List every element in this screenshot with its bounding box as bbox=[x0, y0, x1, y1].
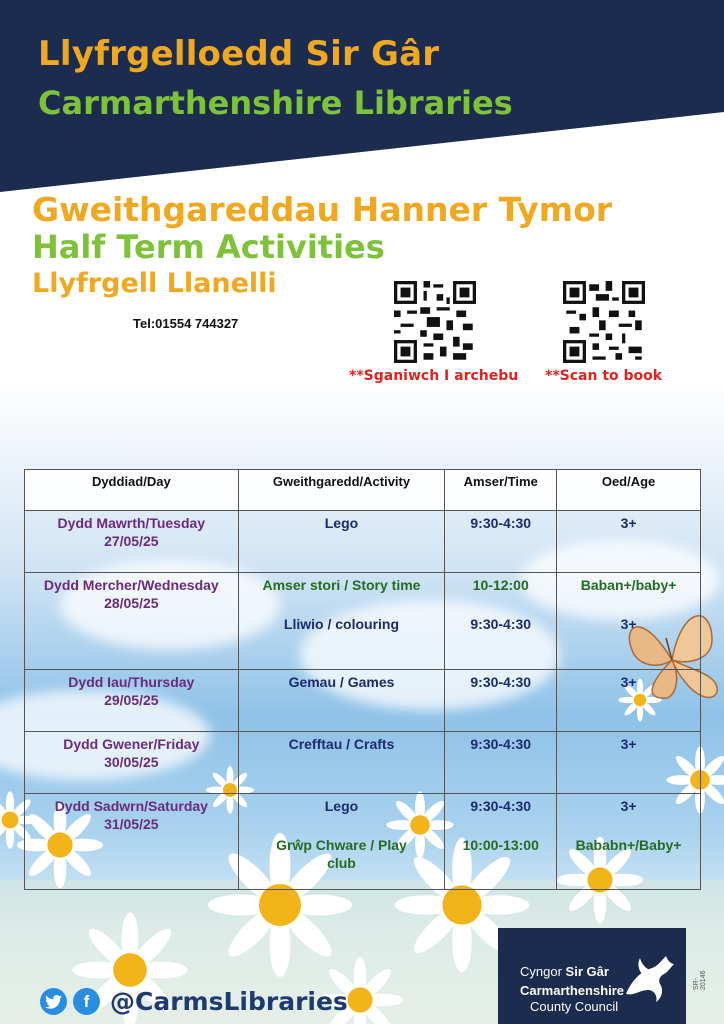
time-cell bbox=[445, 670, 557, 732]
day-name: Dydd Iau/Thursday bbox=[68, 674, 195, 690]
activities-heading-welsh: Gweithgareddau Hanner Tymor bbox=[32, 190, 613, 229]
day-name: Dydd Mercher/Wednesday bbox=[43, 577, 219, 593]
council-name-welsh: Cyngor Sir Gâr bbox=[520, 964, 609, 979]
activity-time: 9:30-4:30 bbox=[470, 616, 532, 632]
library-title-welsh: Llyfrgelloedd Sir Gâr bbox=[38, 34, 440, 74]
qr-label-welsh: **Sganiwch I archebu bbox=[349, 368, 519, 384]
dragon-logo-icon bbox=[618, 950, 676, 1008]
table-row bbox=[25, 794, 701, 890]
day-name: Dydd Sadwrn/Saturday bbox=[54, 798, 208, 814]
table-row bbox=[25, 670, 701, 732]
time-cell bbox=[445, 732, 557, 794]
facebook-f-icon[interactable]: f bbox=[73, 988, 100, 1015]
time-cell bbox=[445, 573, 557, 670]
column-header-day: Dyddiad/Day bbox=[25, 470, 239, 511]
activity-time: 9:30-4:30 bbox=[470, 798, 532, 814]
qr-code-icon[interactable] bbox=[563, 281, 645, 363]
activity-time: 9:30-4:30 bbox=[470, 736, 532, 752]
activity-name: Lego bbox=[324, 515, 359, 531]
activity-age: 3+ bbox=[620, 515, 637, 531]
age-cell bbox=[557, 511, 701, 573]
activity-cell bbox=[238, 732, 445, 794]
activities-heading-english: Half Term Activities bbox=[32, 228, 385, 266]
council-name-english: Carmarthenshire bbox=[520, 983, 625, 998]
table-row bbox=[25, 573, 701, 670]
library-branch-name: Llyfrgell Llanelli bbox=[32, 268, 277, 299]
column-header-activity: Gweithgaredd/Activity bbox=[238, 470, 445, 511]
day-cell bbox=[25, 794, 239, 890]
activity-name: Lego bbox=[324, 798, 359, 814]
activity-name: Grŵp Chware / Play club bbox=[276, 837, 407, 871]
activity-time: 9:30-4:30 bbox=[470, 674, 532, 690]
qr-code-icon[interactable] bbox=[394, 281, 476, 363]
activity-cell bbox=[238, 573, 445, 670]
day-cell bbox=[25, 670, 239, 732]
activity-time: 9:30-4:30 bbox=[470, 515, 532, 531]
activity-age: 3+ bbox=[620, 616, 637, 632]
telephone-number: Tel:01554 744327 bbox=[133, 316, 239, 331]
reference-code: SR-20146 bbox=[693, 970, 707, 990]
day-date: 31/05/25 bbox=[104, 816, 159, 832]
table-header-row bbox=[25, 470, 701, 511]
day-name: Dydd Mawrth/Tuesday bbox=[57, 515, 206, 531]
table-row bbox=[25, 732, 701, 794]
activity-name: Crefftau / Crafts bbox=[288, 736, 395, 752]
day-date: 30/05/25 bbox=[104, 754, 159, 770]
twitter-bird-icon[interactable] bbox=[40, 988, 67, 1015]
activity-name: Lliwio / colouring bbox=[283, 616, 400, 632]
day-cell bbox=[25, 732, 239, 794]
activity-age: 3+ bbox=[620, 798, 637, 814]
activity-schedule-table bbox=[24, 469, 701, 890]
activity-time: 10-12:00 bbox=[472, 577, 529, 593]
qr-label-english: **Scan to book bbox=[545, 368, 663, 384]
library-title-english: Carmarthenshire Libraries bbox=[38, 84, 513, 122]
age-cell bbox=[557, 732, 701, 794]
day-cell bbox=[25, 573, 239, 670]
day-date: 29/05/25 bbox=[104, 692, 159, 708]
activity-age: Bababn+/Baby+ bbox=[575, 837, 682, 853]
activity-cell bbox=[238, 794, 445, 890]
activity-name: Gemau / Games bbox=[288, 674, 395, 690]
age-cell bbox=[557, 573, 701, 670]
time-cell bbox=[445, 794, 557, 890]
activity-cell bbox=[238, 670, 445, 732]
activity-cell bbox=[238, 511, 445, 573]
activity-age: Baban+/baby+ bbox=[580, 577, 677, 593]
social-media-bar bbox=[40, 987, 348, 1016]
day-date: 28/05/25 bbox=[104, 595, 159, 611]
day-cell bbox=[25, 511, 239, 573]
activity-age: 3+ bbox=[620, 674, 637, 690]
table-row bbox=[25, 511, 701, 573]
age-cell bbox=[557, 794, 701, 890]
age-cell bbox=[557, 670, 701, 732]
activity-time: 10:00-13:00 bbox=[462, 837, 539, 853]
day-name: Dydd Gwener/Friday bbox=[63, 736, 200, 752]
activity-age: 3+ bbox=[620, 736, 637, 752]
day-date: 27/05/25 bbox=[104, 533, 159, 549]
social-handle[interactable]: @CarmsLibraries bbox=[110, 987, 348, 1016]
column-header-time: Amser/Time bbox=[445, 470, 557, 511]
council-suffix: County Council bbox=[530, 999, 619, 1014]
column-header-age: Oed/Age bbox=[557, 470, 701, 511]
time-cell bbox=[445, 511, 557, 573]
activity-name: Amser stori / Story time bbox=[262, 577, 421, 593]
council-logo-block bbox=[498, 928, 686, 1024]
